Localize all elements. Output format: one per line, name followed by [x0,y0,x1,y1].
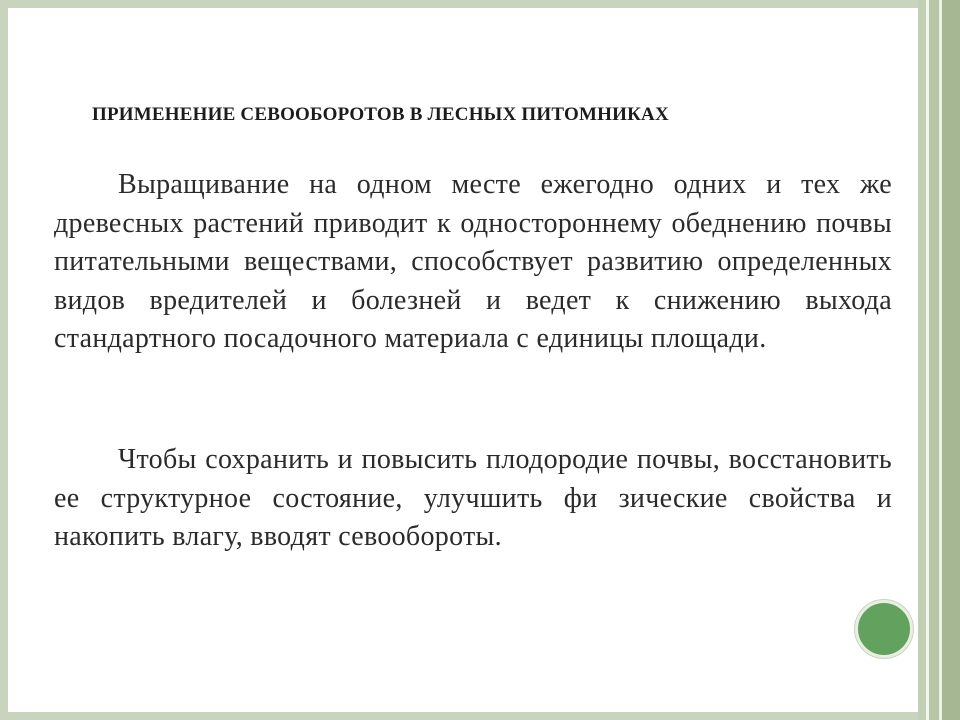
slide-title: ПРИМЕНЕНИЕ СЕВООБОРОТОВ В ЛЕСНЫХ ПИТОМНИКАХ [92,104,669,125]
body-paragraph-2: Чтобы сохранить и повысить плодородие почвы, восстановить ее структурное состояние, улучшить фи зические свойства и накопить влагу, вводят севообороты. [54,444,892,552]
decor-circle [855,600,913,658]
frame-bottom-border [0,712,932,720]
body-paragraph-1: Выращивание на одном месте ежегодно одних и тех же древесных растений приводит к одностороннему обеднению почвы питательными веществами, способствует развитию определенных видов вредителей и болезней и ведет к снижению выхода стандартного посадочного материала с единицы площади. [54,169,892,354]
decor-stripe [918,0,926,720]
frame-left-border [0,0,8,720]
frame-top-border [0,0,932,8]
decor-stripe [942,0,960,720]
decor-stripe [929,0,939,720]
